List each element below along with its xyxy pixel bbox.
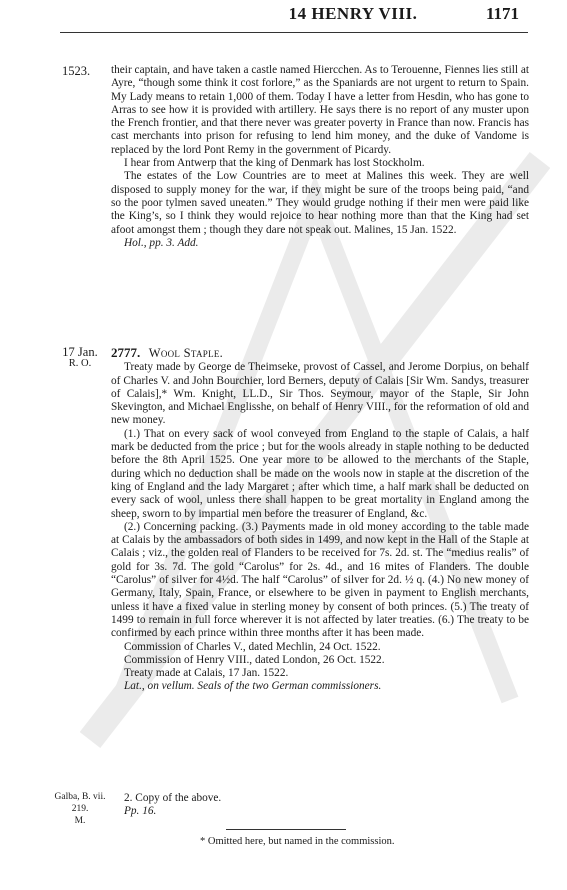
clause-1: (1.) That on every sack of wool conveyed from England to the staple of Calais, a half mark be deducted from the price ; but for the wools already in staple nothing to be deducted before the 8th April 1525. One year more to be allowed to the merchants of the Staple, during which no deduction shall be made on the wools now in staple at the discretion of the king of England and the lady Margaret ; after which time, a half mark shall be deducted on every sack of wool, unless there shall happen to be great mortality in England among the sheep, sworn to by impartial men before the treasurer of England, &c. — [111, 427, 529, 520]
entry-intro: Treaty made by George de Theimseke, provost of Cassel, and Jerome Dorpius, on behalf of Charles V. and John Bourchier, lord Berners, deputy of Calais [Sir Wm. Sandys, treasurer of Calais],* Wm. Knight, LL.D., Sir Thos. Seymour, mayor of the Staple, Sir John Skevington, and Michael Englisshe, on behalf of Henry VIII., for the reformation of old and new money. — [111, 361, 529, 427]
paragraph: their captain, and have taken a castle named Hiercchen. As to Terouenne, Fiennes lies still at Ayre, “though some think it cost forlore,” as the Spaniards are not urgent to return to Spain. My Lady means to retain 1,000 of them. Today I have a letter from Hesdin, who has gone to Arras to see how it is provided with artillery. He says there is no report of any muster upon the French frontier, and that there never was greater poverty in France than now. Francis has cast merchants into prison for refusing to lend him money, and the duke of Vandome is replaced by the lord Pont Remy in the government of Picardy. — [111, 64, 529, 156]
entry-repository: R. O. — [68, 358, 92, 369]
treaty-made: Treaty made at Calais, 17 Jan. 1522. — [124, 667, 289, 680]
margin-mark: M. — [74, 816, 86, 826]
footnote-rule — [226, 829, 346, 830]
source-note: Pp. 16. — [124, 805, 157, 818]
paragraph: The estates of the Low Countries are to meet at Malines this week. They are well disposed to supply money for the war, if they might be sure of the troops being paid, “and so the poor tylmen saved uneaten.” They would grudge nothing if their men were paid like the King’s, so I think they would rejoice to hear nothing more than that the King had set afoot amongst them ; though they dare not speak out. Malines, 15 Jan. 1522. — [111, 170, 529, 236]
commission-charles: Commission of Charles V., dated Mechlin, 24 Oct. 1522. — [124, 640, 381, 653]
copy-text: 2. Copy of the above. — [124, 792, 222, 804]
entry-2 — [111, 792, 529, 819]
page-number: 1171 — [486, 4, 520, 23]
footnote: * Omitted here, but named in the commission. — [200, 836, 395, 847]
entry-date: 17 Jan. — [62, 345, 98, 359]
commission-henry: Commission of Henry VIII., dated London, 26 Oct. 1522. — [124, 653, 385, 666]
margin-reference: Galba, B. vii. 219. — [54, 792, 106, 814]
entry-heading — [111, 346, 529, 361]
entry-title: Wool Staple. — [148, 346, 224, 360]
continuation-text — [111, 64, 529, 250]
margin-year: 1523. — [62, 64, 91, 78]
entry-margin — [52, 346, 108, 370]
source-note: Lat., on vellum. Seals of the two German commissioners. — [124, 680, 382, 693]
source-note: Hol., pp. 3. Add. — [124, 236, 199, 249]
page-title: 14 HENRY VIII. — [288, 4, 418, 23]
header-rule — [60, 32, 528, 33]
entry-number: 2777. — [111, 345, 141, 360]
clause-2: (2.) Concerning packing. (3.) Payments made in old money according to the table made at Calais by the ambassadors of both sides in 1499, and now kept in the Hall of the Staple at Calais ; viz., the golden real of Flanders to be received for 7s. 2d. st. The “medius realis” of gold for 3s. 7d. The gold “Carolus” for 2s. 4d., and 16 mites of Flanders. The double “Carolus” of silver for 4½d. The half “Carolus” of silver for 2d. ½ q. (4.) No new money of Germany, Italy, Spain, France, or elsewhere to be given in payment to English merchants, unless it have a fixed value in sterling money by consent of both princes. (5.) The treaty of 1499 to remain in full force wherever it is not affected by later treaties. (6.) The treaty to be confirmed by each prince within three months after it has been made. — [111, 520, 529, 640]
entry-2-margin — [52, 791, 108, 827]
paragraph: I hear from Antwerp that the king of Denmark has lost Stockholm. — [124, 157, 425, 170]
entry-2777 — [111, 346, 529, 694]
